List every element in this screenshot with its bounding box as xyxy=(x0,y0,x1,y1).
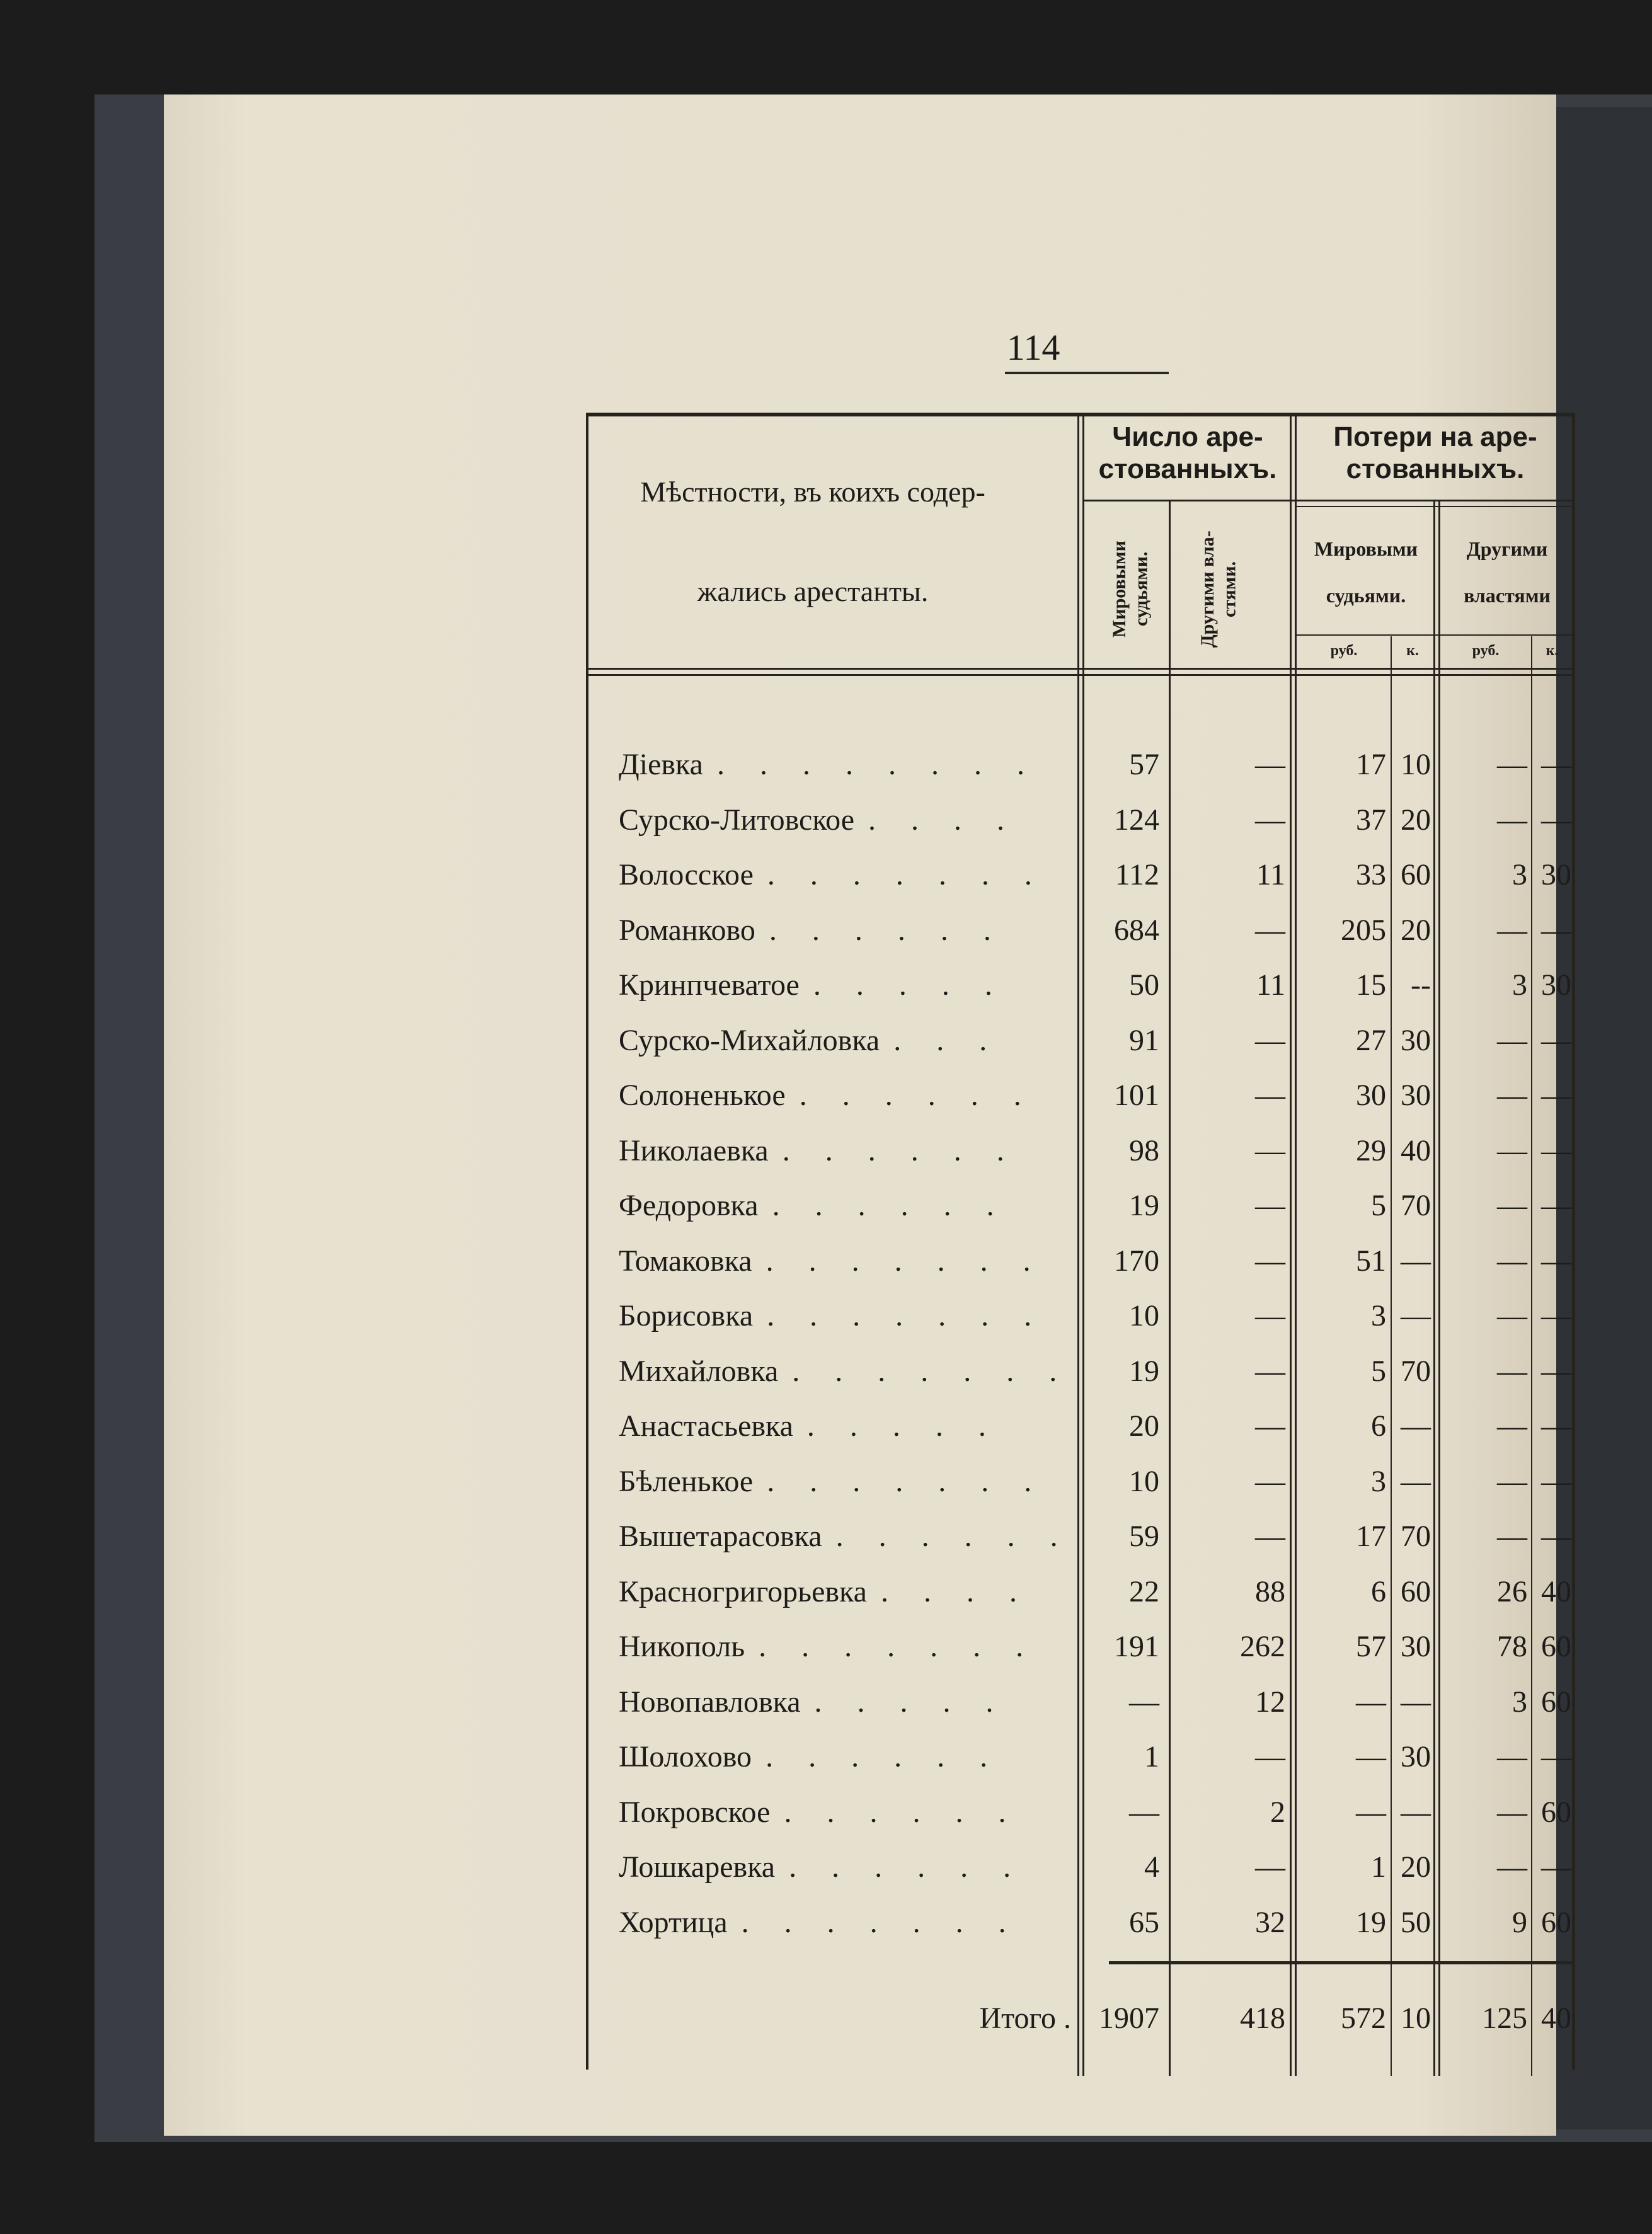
table-row xyxy=(586,1123,1575,1178)
unit-kop: к. xyxy=(1406,643,1419,659)
losses-justices-rub: — xyxy=(1356,1795,1386,1829)
table-row xyxy=(586,1013,1575,1068)
leader-dots: . . . . . xyxy=(806,1409,1000,1443)
col-by-others-header: Другими вла- стями. xyxy=(1197,530,1240,648)
losses-justices-rub: 27 xyxy=(1356,1023,1386,1057)
leader-dots: . . . . . . xyxy=(789,1850,1025,1884)
losses-others-kop: — xyxy=(1541,803,1571,837)
location-label: Сурско-Михайловка xyxy=(619,1023,880,1057)
losses-others-rub: 3 xyxy=(1512,1685,1527,1719)
statistics-table xyxy=(586,413,1575,2076)
losses-justices-kop: 60 xyxy=(1401,1574,1431,1608)
losses-others-rub: — xyxy=(1497,803,1527,837)
losses-justices-rub: 15 xyxy=(1356,968,1386,1002)
losses-others-kop: 60 xyxy=(1541,1795,1571,1829)
leader-dots: . . . . . . xyxy=(835,1520,1072,1553)
table-row xyxy=(586,1729,1575,1784)
losses-others-kop: 60 xyxy=(1541,1630,1571,1663)
losses-others-rub: 26 xyxy=(1497,1574,1527,1608)
count-by-justices: 98 xyxy=(1129,1133,1159,1167)
count-by-justices: 124 xyxy=(1114,803,1159,837)
losses-justices-kop: 40 xyxy=(1401,1133,1431,1167)
losses-justices-kop: -- xyxy=(1411,968,1431,1002)
losses-justices-rub: 57 xyxy=(1356,1630,1386,1663)
count-by-others: — xyxy=(1255,1520,1285,1553)
count-by-justices: 19 xyxy=(1129,1189,1159,1222)
count-by-others: — xyxy=(1255,1354,1285,1388)
total-losses-justices-kop: 10 xyxy=(1401,2002,1431,2035)
table-row xyxy=(586,1068,1575,1123)
leader-dots: . . . . . . . xyxy=(792,1354,1071,1388)
losses-others-rub: — xyxy=(1497,1189,1527,1222)
location-name xyxy=(619,958,1006,1012)
table-row xyxy=(586,1895,1575,1950)
losses-others-kop: — xyxy=(1541,1520,1571,1553)
count-by-others: — xyxy=(1255,1023,1285,1057)
losses-justices-kop: 30 xyxy=(1401,1630,1431,1663)
count-by-justices: 684 xyxy=(1114,913,1159,947)
location-name xyxy=(619,1068,1035,1123)
losses-others-kop: — xyxy=(1541,1299,1571,1332)
total-label: Итого . xyxy=(979,2002,1071,2035)
count-by-justices: 4 xyxy=(1144,1850,1159,1884)
leader-dots: . . . . . . . xyxy=(741,1905,1020,1939)
losses-justices-kop: — xyxy=(1401,1464,1431,1498)
leader-dots: . . . . . . . xyxy=(766,1244,1045,1278)
count-by-others: — xyxy=(1255,1189,1285,1222)
arrested-count-header: Число аре- стованныхъ. xyxy=(1098,421,1277,484)
losses-justices-rub: 17 xyxy=(1356,1520,1386,1553)
count-by-others: 12 xyxy=(1255,1685,1285,1719)
losses-others-kop: 40 xyxy=(1541,1574,1571,1608)
losses-others-kop: — xyxy=(1541,1409,1571,1443)
losses-others-rub: — xyxy=(1497,748,1527,781)
count-by-justices: 191 xyxy=(1114,1630,1159,1663)
losses-justices-rub: 37 xyxy=(1356,803,1386,837)
count-by-others: — xyxy=(1255,1133,1285,1167)
losses-justices-rub: 17 xyxy=(1356,748,1386,781)
count-by-justices: 10 xyxy=(1129,1299,1159,1332)
location-name xyxy=(619,1178,1008,1233)
count-by-justices: 10 xyxy=(1129,1464,1159,1498)
losses-justices-kop: 50 xyxy=(1401,1905,1431,1939)
location-name xyxy=(619,1344,1071,1399)
losses-others-rub: — xyxy=(1497,913,1527,947)
table-row xyxy=(586,1178,1575,1233)
count-by-justices: 112 xyxy=(1115,858,1159,891)
losses-others-rub: — xyxy=(1497,1520,1527,1553)
count-by-others: 32 xyxy=(1255,1905,1285,1939)
location-label: Покровское xyxy=(619,1795,771,1829)
losses-justices-kop: — xyxy=(1401,1685,1431,1719)
count-by-justices: 22 xyxy=(1129,1574,1159,1608)
losses-others-kop: — xyxy=(1541,1354,1571,1388)
count-by-others: 11 xyxy=(1256,858,1285,891)
location-name xyxy=(619,903,1003,958)
losses-justices-kop: 30 xyxy=(1401,1740,1431,1773)
losses-others-rub: — xyxy=(1497,1354,1527,1388)
losses-justices-rub: 3 xyxy=(1371,1299,1386,1332)
losses-justices-rub: 29 xyxy=(1356,1133,1386,1167)
table-row xyxy=(586,958,1575,1012)
leader-dots: . . . . . . xyxy=(782,1133,1018,1167)
count-by-justices: 57 xyxy=(1129,748,1159,781)
location-label: Томаковка xyxy=(619,1244,752,1278)
leader-dots: . . . . . . xyxy=(799,1079,1035,1112)
table-row xyxy=(586,1234,1575,1288)
table-row xyxy=(586,847,1575,902)
table-row xyxy=(586,903,1575,958)
losses-justices-header: Мировыми судьями. xyxy=(1314,537,1418,607)
count-by-others: — xyxy=(1255,748,1285,781)
count-by-justices: 20 xyxy=(1129,1409,1159,1443)
table-row xyxy=(586,737,1575,792)
location-label: Лошкаревка xyxy=(619,1850,776,1884)
losses-justices-rub: 205 xyxy=(1341,913,1386,947)
count-by-justices: 170 xyxy=(1114,1244,1159,1278)
location-label: Бѣленькое xyxy=(619,1464,754,1498)
losses-others-kop: — xyxy=(1541,1133,1571,1167)
count-by-others: 2 xyxy=(1270,1795,1285,1829)
group-rule-2 xyxy=(1295,506,1572,507)
total-losses-justices-rub: 572 xyxy=(1341,2002,1386,2035)
location-name xyxy=(619,1675,1007,1729)
location-name xyxy=(619,1013,1003,1068)
leader-dots: . . . . . . xyxy=(769,913,1005,947)
losses-others-rub: — xyxy=(1497,1244,1527,1278)
total-losses-others-kop: 40 xyxy=(1541,2002,1571,2035)
losses-justices-kop: — xyxy=(1401,1795,1431,1829)
page-number-rule xyxy=(1005,372,1169,374)
losses-others-rub: — xyxy=(1497,1133,1527,1167)
losses-justices-rub: 1 xyxy=(1371,1850,1386,1884)
leader-dots: . . . . . . . xyxy=(767,1464,1046,1498)
table-row xyxy=(586,1399,1575,1453)
losses-others-kop: 30 xyxy=(1541,968,1571,1002)
location-label: Солоненькое xyxy=(619,1079,786,1112)
leader-dots: . . . . . . . xyxy=(767,858,1046,891)
losses-others-kop: 30 xyxy=(1541,858,1571,891)
location-name xyxy=(619,1729,1003,1784)
losses-justices-rub: 5 xyxy=(1371,1189,1386,1222)
table-row xyxy=(586,1288,1575,1343)
location-name xyxy=(619,1619,1038,1674)
count-by-others: — xyxy=(1255,1740,1285,1773)
book-page xyxy=(164,95,1571,2136)
header-bottom-rule xyxy=(586,668,1575,670)
table-row xyxy=(586,793,1575,847)
losses-justices-kop: — xyxy=(1401,1299,1431,1332)
leader-dots: . . . . . . xyxy=(766,1740,1002,1773)
losses-others-kop: — xyxy=(1541,913,1571,947)
losses-others-rub: — xyxy=(1497,1023,1527,1057)
location-label: Дiевка xyxy=(619,748,703,781)
losses-justices-rub: 5 xyxy=(1371,1354,1386,1388)
losses-others-kop: — xyxy=(1541,1079,1571,1112)
table-top-rule xyxy=(586,413,1575,416)
losses-others-kop: — xyxy=(1541,748,1571,781)
losses-justices-kop: — xyxy=(1401,1244,1431,1278)
total-by-justices: 1907 xyxy=(1099,2002,1159,2035)
location-label: Новопавловка xyxy=(619,1685,801,1719)
count-by-others: — xyxy=(1255,803,1285,837)
location-label: Михайловка xyxy=(619,1354,779,1388)
losses-justices-rub: 51 xyxy=(1356,1244,1386,1278)
losses-justices-rub: — xyxy=(1356,1740,1386,1773)
location-name xyxy=(619,1234,1045,1288)
location-label: Хортица xyxy=(619,1905,728,1939)
count-by-justices: 59 xyxy=(1129,1520,1159,1553)
location-label: Шолохово xyxy=(619,1740,752,1773)
losses-justices-rub: 19 xyxy=(1356,1905,1386,1939)
losses-justices-rub: 33 xyxy=(1356,858,1386,891)
page-number: 114 xyxy=(1006,327,1060,368)
table-row xyxy=(586,1509,1575,1564)
leader-dots: . . . . . . . xyxy=(767,1299,1046,1332)
count-by-others: — xyxy=(1255,1409,1285,1443)
losses-others-header: Другими властями xyxy=(1464,537,1551,607)
table-row xyxy=(586,1785,1575,1840)
location-label: Сурско-Литовское xyxy=(619,803,855,837)
table-row xyxy=(586,1564,1575,1619)
leader-dots: . . . . . xyxy=(813,968,1006,1002)
location-name xyxy=(619,793,1019,847)
leader-dots: . . . . . . . . xyxy=(716,748,1038,781)
location-name xyxy=(619,1840,1025,1894)
total-losses-others-rub: 125 xyxy=(1482,2002,1527,2035)
losses-others-kop: — xyxy=(1541,1850,1571,1884)
losses-justices-rub: — xyxy=(1356,1685,1386,1719)
location-name xyxy=(619,1785,1020,1840)
location-label: Федоровка xyxy=(619,1189,759,1222)
leader-dots: . . . . xyxy=(880,1574,1031,1608)
losses-justices-kop: 70 xyxy=(1401,1520,1431,1553)
location-name xyxy=(619,1123,1018,1178)
losses-others-rub: 78 xyxy=(1497,1630,1527,1663)
losses-justices-kop: 70 xyxy=(1401,1354,1431,1388)
losses-others-rub: 9 xyxy=(1512,1905,1527,1939)
count-by-others: — xyxy=(1255,1244,1285,1278)
count-by-others: — xyxy=(1255,1464,1285,1498)
losses-others-rub: — xyxy=(1497,1850,1527,1884)
losses-justices-kop: 60 xyxy=(1401,858,1431,891)
leader-dots: . . . . . . xyxy=(784,1795,1020,1829)
losses-others-rub: 3 xyxy=(1512,968,1527,1002)
losses-justices-kop: 20 xyxy=(1401,1850,1431,1884)
count-by-others: — xyxy=(1255,1079,1285,1112)
location-header-line2: жались арестанты. xyxy=(697,575,929,607)
losses-others-rub: — xyxy=(1497,1409,1527,1443)
leader-dots: . . . . xyxy=(868,803,1019,837)
location-name xyxy=(619,1399,1003,1453)
count-by-justices: 101 xyxy=(1114,1079,1159,1112)
location-name xyxy=(619,1895,1020,1950)
leader-dots: . . . xyxy=(893,1023,1001,1057)
losses-others-kop: — xyxy=(1541,1464,1571,1498)
leader-dots: . . . . . . . xyxy=(759,1630,1038,1663)
location-label: Красногригорьевка xyxy=(619,1574,867,1608)
count-by-others: — xyxy=(1255,913,1285,947)
losses-others-kop: — xyxy=(1541,1244,1571,1278)
count-by-justices: 50 xyxy=(1129,968,1159,1002)
count-by-justices: — xyxy=(1129,1685,1159,1719)
table-row xyxy=(586,1840,1575,1894)
losses-justices-kop: 10 xyxy=(1401,748,1431,781)
leader-dots: . . . . . . xyxy=(772,1189,1008,1222)
total-row xyxy=(586,1991,1575,2046)
col-by-justices-header: Мировыми судьями. xyxy=(1109,541,1152,638)
location-label: Волосское xyxy=(619,858,754,891)
count-by-others: 262 xyxy=(1240,1630,1285,1663)
table-row xyxy=(586,1454,1575,1509)
location-name xyxy=(619,737,1038,792)
leader-dots: . . . . . xyxy=(814,1685,1007,1719)
location-name xyxy=(619,1509,1072,1564)
count-by-justices: 91 xyxy=(1129,1023,1159,1057)
unit-rub: руб. xyxy=(1330,643,1358,659)
losses-justices-kop: 30 xyxy=(1401,1023,1431,1057)
losses-justices-kop: 20 xyxy=(1401,803,1431,837)
losses-others-rub: 3 xyxy=(1512,858,1527,891)
losses-justices-rub: 30 xyxy=(1356,1079,1386,1112)
count-by-justices: — xyxy=(1129,1795,1159,1829)
location-label: Анастасьевка xyxy=(619,1409,793,1443)
losses-justices-rub: 6 xyxy=(1371,1409,1386,1443)
unit-rule xyxy=(1295,634,1572,636)
count-by-others: 11 xyxy=(1256,968,1285,1002)
location-label: Кринпчеватое xyxy=(619,968,800,1002)
losses-justices-kop: 20 xyxy=(1401,913,1431,947)
losses-others-rub: — xyxy=(1497,1299,1527,1332)
losses-header: Потери на аре- стованныхъ. xyxy=(1333,421,1537,484)
location-name xyxy=(619,1288,1046,1343)
losses-others-kop: — xyxy=(1541,1189,1571,1222)
losses-others-rub: — xyxy=(1497,1795,1527,1829)
losses-justices-kop: 70 xyxy=(1401,1189,1431,1222)
location-label: Никополь xyxy=(619,1630,745,1663)
losses-others-rub: — xyxy=(1497,1464,1527,1498)
location-name xyxy=(619,1564,1031,1619)
count-by-justices: 1 xyxy=(1144,1740,1159,1773)
header-bottom-rule-2 xyxy=(586,674,1575,676)
count-by-others: — xyxy=(1255,1299,1285,1332)
location-name xyxy=(619,1454,1046,1509)
count-by-others: 88 xyxy=(1255,1574,1285,1608)
unit-kop-2: к. xyxy=(1546,643,1559,659)
unit-rub-2: руб. xyxy=(1472,643,1500,659)
losses-others-rub: — xyxy=(1497,1740,1527,1773)
total-rule xyxy=(1109,1961,1575,1964)
count-by-justices: 19 xyxy=(1129,1354,1159,1388)
count-by-others: — xyxy=(1255,1850,1285,1884)
location-label: Вышетарасовка xyxy=(619,1520,822,1553)
location-header-line1: Мѣстности, въ коихъ содер- xyxy=(640,476,985,508)
location-label: Романково xyxy=(619,913,755,947)
location-label: Николаевка xyxy=(619,1133,769,1167)
location-label: Борисовка xyxy=(619,1299,754,1332)
losses-justices-kop: 30 xyxy=(1401,1079,1431,1112)
losses-others-rub: — xyxy=(1497,1079,1527,1112)
count-by-justices: 65 xyxy=(1129,1905,1159,1939)
table-row xyxy=(586,1675,1575,1729)
losses-others-kop: 60 xyxy=(1541,1685,1571,1719)
losses-justices-kop: — xyxy=(1401,1409,1431,1443)
table-row xyxy=(586,1619,1575,1674)
table-row xyxy=(586,1344,1575,1399)
losses-others-kop: — xyxy=(1541,1023,1571,1057)
location-name xyxy=(619,847,1046,902)
losses-others-kop: 60 xyxy=(1541,1905,1571,1939)
losses-others-kop: — xyxy=(1541,1740,1571,1773)
losses-justices-rub: 6 xyxy=(1371,1574,1386,1608)
losses-justices-rub: 3 xyxy=(1371,1464,1386,1498)
group-rule xyxy=(1082,500,1574,501)
total-by-others: 418 xyxy=(1240,2002,1285,2035)
